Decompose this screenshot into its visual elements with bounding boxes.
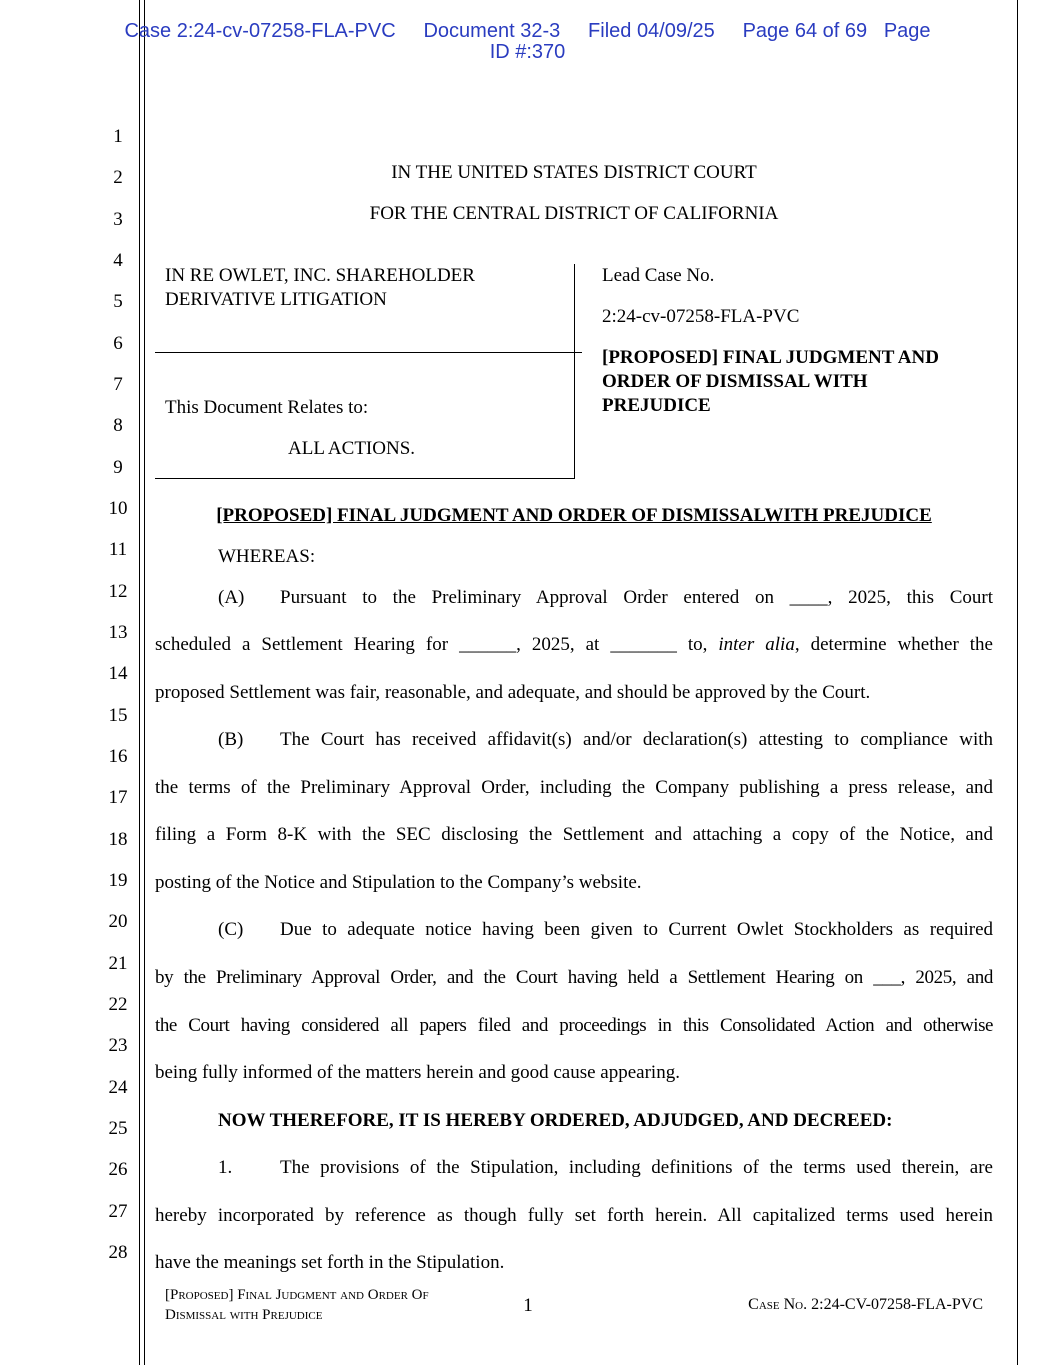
lead-case-label: Lead Case No.: [602, 265, 715, 286]
caption-title-line-2: DERIVATIVE LITIGATION: [165, 289, 387, 310]
relates-to: This Document Relates to:: [165, 397, 369, 418]
para-a-line-1: [218, 586, 993, 610]
court-name: IN THE UNITED STATES DISTRICT COURT: [391, 162, 757, 183]
para-b-text-1: The Court has received affidavit(s) and/or declaration(s) attesting to compliance with: [280, 729, 993, 750]
line-number: 2: [113, 167, 123, 188]
court-district: FOR THE CENTRAL DISTRICT OF CALIFORNIA: [369, 203, 779, 224]
para-1-text-1: The provisions of the Stipulation, including definitions of the terms used therein, are: [280, 1157, 993, 1178]
line-number: 21: [108, 953, 128, 974]
line-number: 17: [108, 787, 128, 808]
ecf-header-stamp: [0, 21, 1055, 42]
para-b-line-3: filing a Form 8-K with the SEC disclosing the Settlement and attaching a copy of the Notice, and: [155, 824, 993, 845]
left-margin-rule-outer: [139, 0, 140, 1365]
para-a-line-2: [155, 633, 993, 657]
line-number: 1: [113, 126, 123, 147]
line-number: 11: [108, 539, 128, 560]
para-b-label: (B): [218, 729, 244, 750]
document-title-line-2: ORDER OF DISMISSAL WITH: [602, 371, 868, 392]
left-margin-rule-inner: [144, 0, 145, 1365]
whereas: WHEREAS:: [218, 546, 316, 567]
line-number: 20: [108, 911, 128, 932]
para-c-text-1: Due to adequate notice having been given to Current Owlet Stockholders as required: [280, 919, 993, 940]
para-c-line-2: by the Preliminary Approval Order, and the Court having held a Settlement Hearing on ___, 2025, and: [155, 967, 993, 988]
line-number: 25: [108, 1118, 128, 1139]
stamp-case: Case 2:24-cv-07258-FLA-PVC: [124, 20, 396, 42]
stamp-document: Document 32-3: [423, 20, 561, 42]
right-margin-rule: [1017, 0, 1018, 1365]
line-number: 5: [113, 291, 123, 312]
para-1-line-3: have the meanings set forth in the Stipulation.: [155, 1252, 505, 1273]
line-number: 8: [113, 415, 123, 436]
line-number: 24: [108, 1077, 128, 1098]
line-number: 4: [113, 250, 123, 271]
line-number: 28: [108, 1242, 128, 1263]
para-1-label: 1.: [218, 1157, 233, 1178]
line-number: 26: [108, 1159, 128, 1180]
line-number: 13: [108, 622, 128, 643]
ecf-header-id: ID #:370: [489, 41, 566, 63]
case-number: 2:24-cv-07258-FLA-PVC: [602, 306, 800, 327]
para-a-line-3: proposed Settlement was fair, reasonable, and adequate, and should be approved by the Court.: [155, 682, 871, 703]
para-b-line-1: [218, 728, 993, 752]
page-number: 1: [523, 1295, 533, 1316]
line-number: 14: [108, 663, 128, 684]
caption-vertical-rule: [574, 264, 575, 479]
line-number: 6: [113, 333, 123, 354]
para-b-line-4: posting of the Notice and Stipulation to the Company’s website.: [155, 872, 642, 893]
now-therefore-heading: NOW THEREFORE, IT IS HEREBY ORDERED, ADJUDGED, AND DECREED:: [218, 1110, 893, 1131]
para-a-text-2b: , determine whether the: [794, 634, 993, 655]
para-1-line-2: hereby incorporated by reference as though fully set forth herein. All capitalized terms used herein: [155, 1205, 993, 1226]
line-number: 15: [108, 705, 128, 726]
line-number: 7: [113, 374, 123, 395]
para-c-label: (C): [218, 919, 244, 940]
line-number: 22: [108, 994, 128, 1015]
all-actions: ALL ACTIONS.: [288, 438, 416, 459]
stamp-filed: Filed 04/09/25: [588, 20, 715, 42]
stamp-page-word: Page: [883, 20, 931, 42]
para-b-line-2: the terms of the Preliminary Approval Order, including the Company publishing a press release, and: [155, 777, 993, 798]
document-title-line-1: [PROPOSED] FINAL JUDGMENT AND: [602, 347, 939, 368]
footer-title-line-2: Dismissal with Prejudice: [165, 1307, 323, 1323]
para-a-label: (A): [218, 587, 245, 608]
para-1-line-1: [218, 1156, 993, 1180]
order-heading: [155, 504, 993, 528]
line-number: 3: [113, 209, 123, 230]
para-c-line-4: being fully informed of the matters herein and good cause appearing.: [155, 1062, 680, 1083]
para-a-text-italic: inter alia: [718, 634, 795, 655]
line-number: 16: [108, 746, 128, 767]
caption-bottom-rule: [155, 478, 574, 479]
para-c-line-3: the Court having considered all papers filed and proceedings in this Consolidated Action and otherwise: [155, 1015, 993, 1036]
footer-title-line-1: [Proposed] Final Judgment and Order Of: [165, 1287, 429, 1303]
line-number: 12: [108, 581, 128, 602]
line-number: 18: [108, 829, 128, 850]
para-a-text-1: Pursuant to the Preliminary Approval Order entered on ____, 2025, this Court: [280, 587, 993, 608]
caption-title-line-1: IN RE OWLET, INC. SHAREHOLDER: [165, 265, 475, 286]
line-number: 27: [108, 1201, 128, 1222]
stamp-page: Page 64 of 69: [742, 20, 868, 42]
document-title-line-3: PREJUDICE: [602, 395, 711, 416]
line-number: 23: [108, 1035, 128, 1056]
caption-divider: [155, 352, 582, 353]
para-a-text-2a: scheduled a Settlement Hearing for ______, 2025, at _______ to,: [155, 634, 719, 655]
line-number: 9: [113, 457, 123, 478]
para-c-line-1: [218, 918, 993, 942]
line-number: 10: [108, 498, 128, 519]
order-heading-text: [PROPOSED] FINAL JUDGMENT AND ORDER OF DISMISSALWITH PREJUDICE: [216, 505, 932, 526]
line-number: 19: [108, 870, 128, 891]
footer-case-number: Case No. 2:24-CV-07258-FLA-PVC: [748, 1296, 983, 1313]
